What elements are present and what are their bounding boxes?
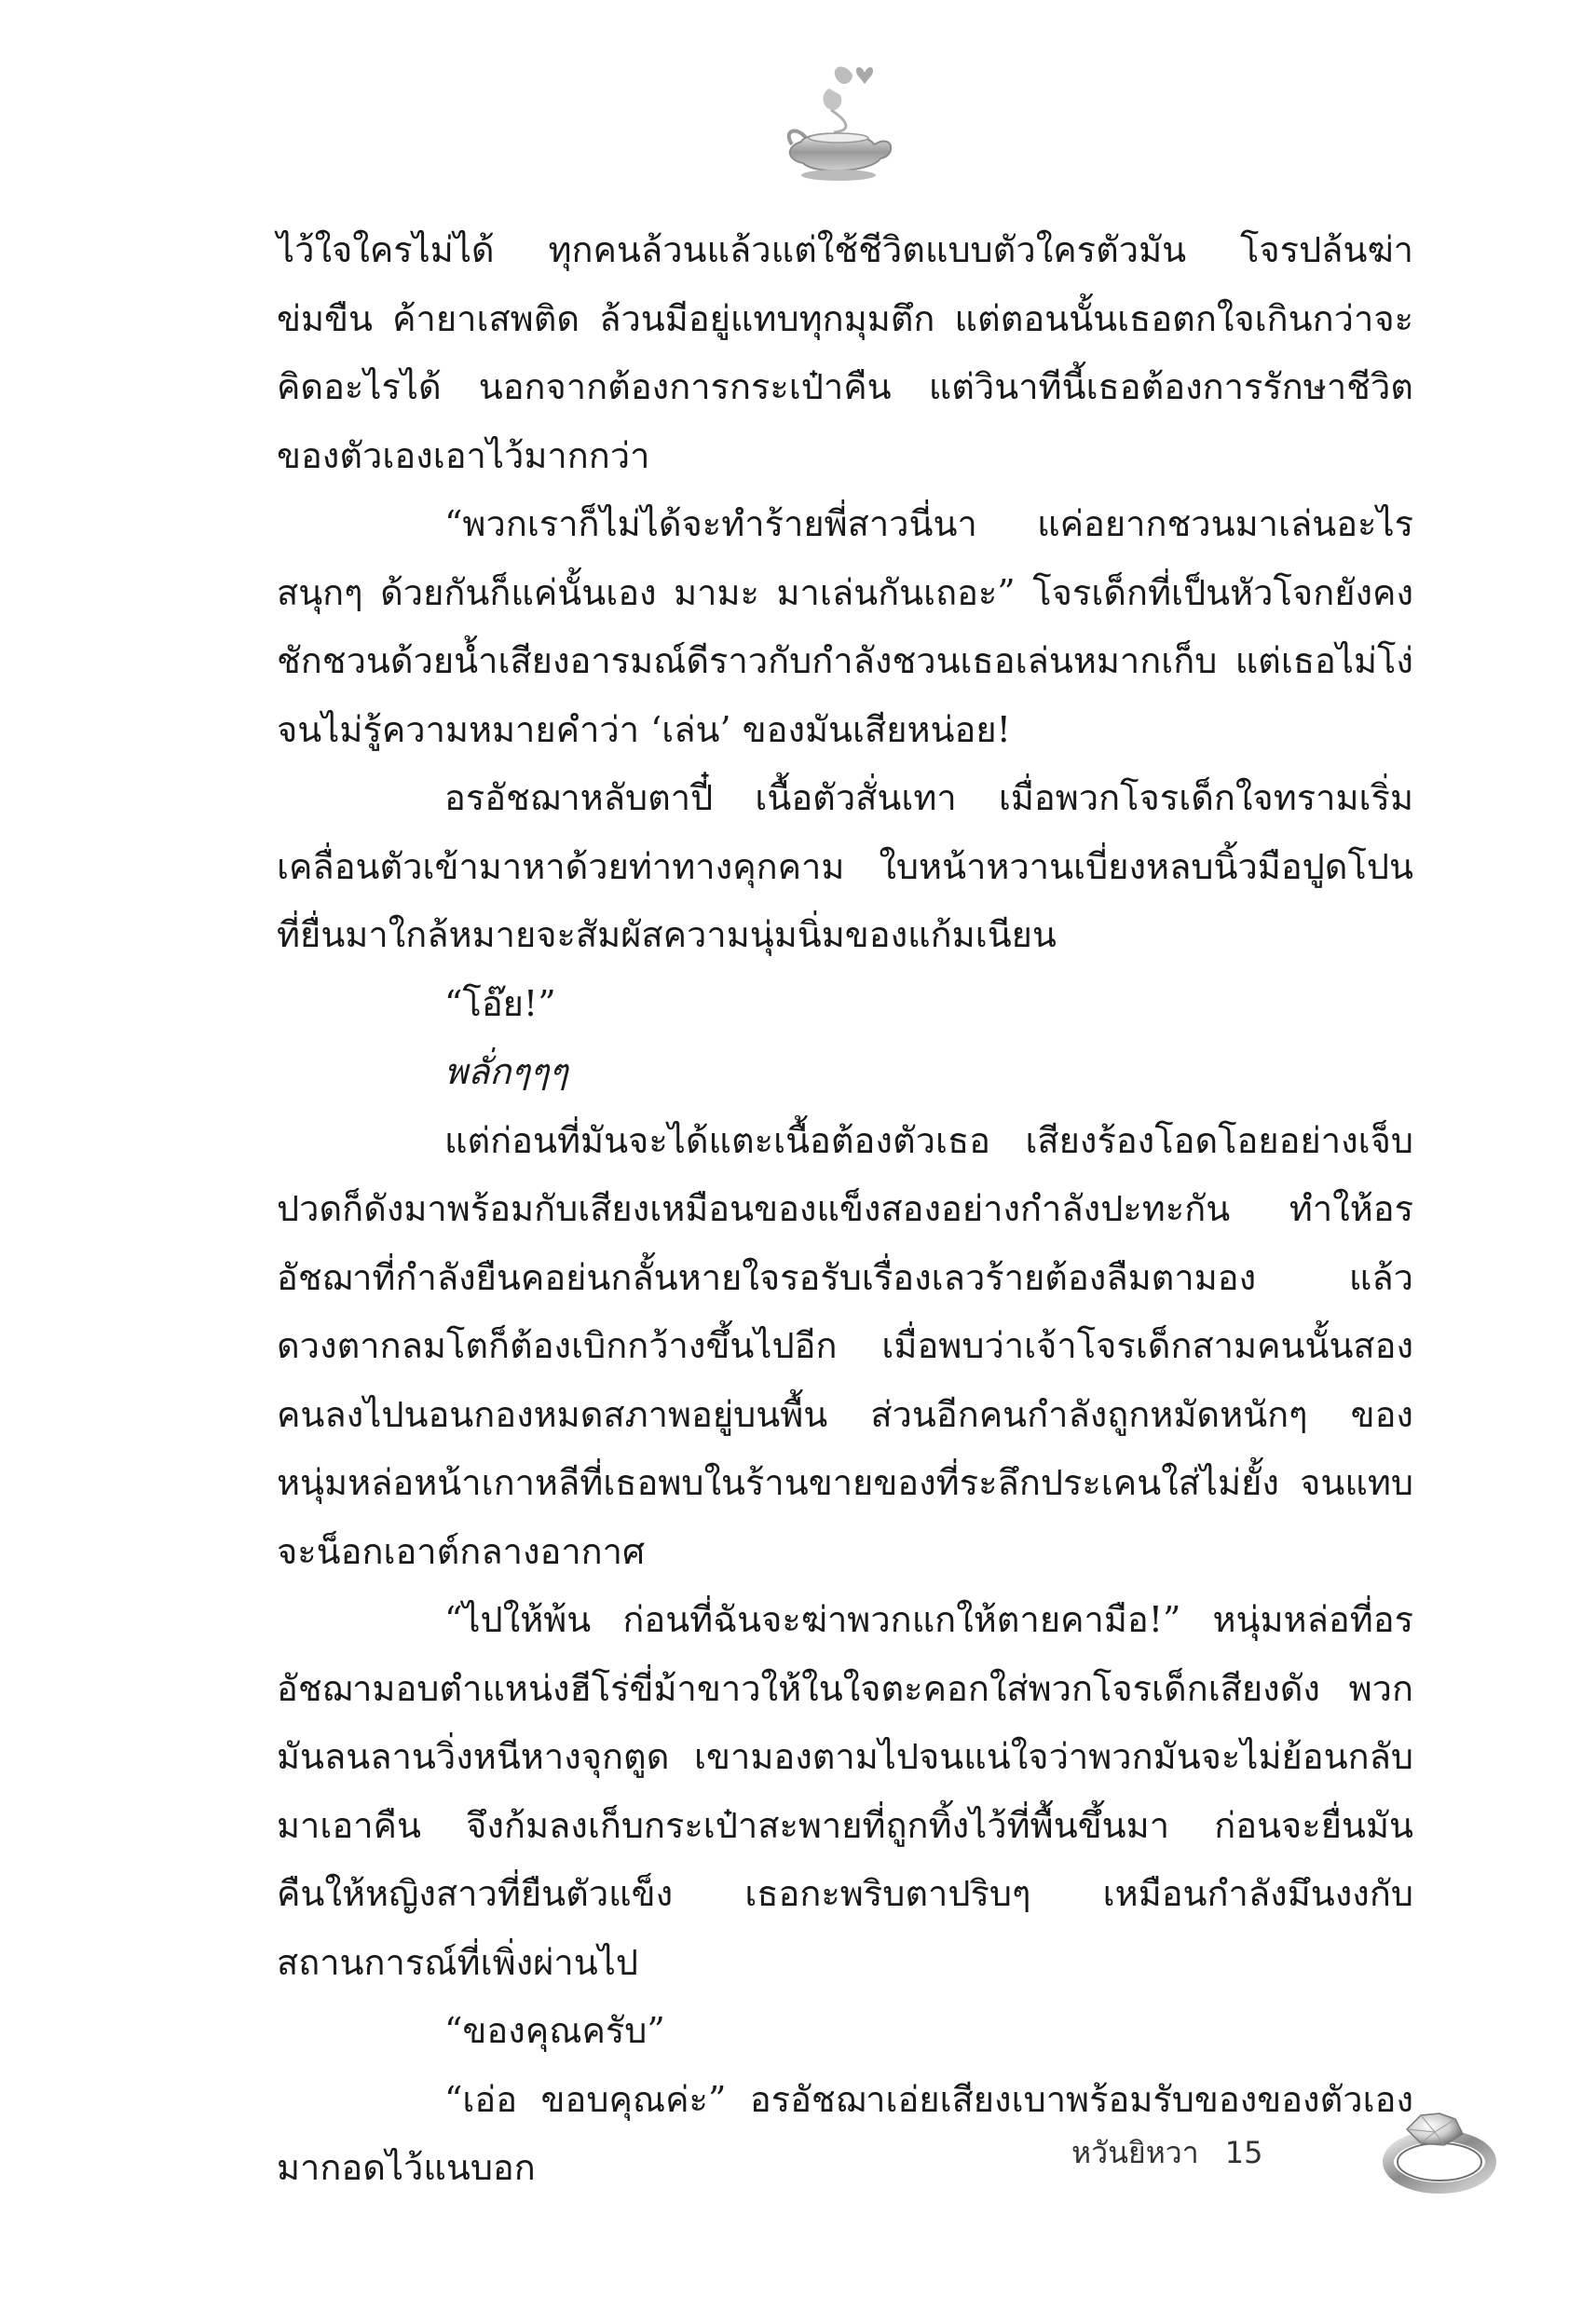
paragraph: ไว้ใจใครไม่ได้ ทุกคนล้วนแล้วแต่ใช้ชีวิตแบบตัวใครตัวมัน โจรปล้นฆ่า ข่มขืน ค้ายาเสพติด ล้วนมีอยู่แทบทุกมุมตึก แต่ตอนนั้นเธอตกใจเกินกว่าจะคิดอะไรได้ นอกจากต้องการกระเป๋าคืน แต่วินาทีนี้เธอต้องการรักษาชีวิตของตัวเองเอาไว้มากกว่า <box>277 229 1413 476</box>
paragraph: พลั่กๆๆๆ <box>444 1051 568 1092</box>
paragraph: “พวกเราก็ไม่ได้จะทำร้ายพี่สาวนี่นา แค่อยากชวนมาเล่นอะไรสนุกๆ ด้วยกันก็แค่นั้นเอง มามะ มาเล่นกันเถอะ” โจรเด็กที่เป็นหัวโจกยังคงชักชวนด้วยน้ำเสียงอารมณ์ดีราวกับกำลังชวนเธอเล่นหมากเก็บ แต่เธอไม่โง่จนไม่รู้ความหมายคำว่า ‘เล่น’ ของมันเสียหน่อย! <box>277 503 1413 750</box>
diamond-ring-icon <box>1370 2087 1500 2199</box>
body-text <box>277 216 1413 2203</box>
page-number: 15 <box>1224 2135 1263 2170</box>
book-title: หวันยิหวา <box>1071 2134 1199 2170</box>
teapot-cupid-ornament-icon <box>764 56 904 196</box>
paragraph: “โอ๊ย!” <box>444 982 556 1024</box>
page-footer <box>1071 2125 1262 2181</box>
paragraph: “ไปให้พ้น ก่อนที่ฉันจะฆ่าพวกแกให้ตายคามือ!” หนุ่มหล่อที่อรอัชฌามอบตำแหน่งฮีโร่ขี่ม้าขาวให้ในใจตะคอกใส่พวกโจรเด็กเสียงดัง พวกมันลนลานวิ่งหนีหางจุกตูด เขามองตามไปจนแน่ใจว่าพวกมันจะไม่ย้อนกลับมาเอาคืน จึงก้มลงเก็บกระเป๋าสะพายที่ถูกทิ้งไว้ที่พื้นขึ้นมา ก่อนจะยื่นมันคืนให้หญิงสาวที่ยืนตัวแข็ง เธอกะพริบตาปริบๆ เหมือนกำลังมึนงงกับสถานการณ์ที่เพิ่งผ่านไป <box>277 1599 1413 1983</box>
paragraph: “เอ่อ ขอบคุณค่ะ” อรอัชฌาเอ่ยเสียงเบาพร้อมรับของของตัวเองมากอดไว้แนบอก <box>277 2078 1413 2188</box>
paragraph: “ของคุณครับ” <box>444 2010 665 2051</box>
paragraph: อรอัชฌาหลับตาปี๋ เนื้อตัวสั่นเทา เมื่อพวกโจรเด็กใจทรามเริ่มเคลื่อนตัวเข้ามาหาด้วยท่าทางคุกคาม ใบหน้าหวานเบี่ยงหลบนิ้วมือปูดโปนที่ยื่นมาใกล้หมายจะสัมผัสความนุ่มนิ่มของแก้มเนียน <box>277 777 1413 955</box>
paragraph: แต่ก่อนที่มันจะได้แตะเนื้อต้องตัวเธอ เสียงร้องโอดโอยอย่างเจ็บปวดก็ดังมาพร้อมกับเสียงเหมือนของแข็งสองอย่างกำลังปะทะกัน ทำให้อรอัชฌาที่กำลังยืนคอย่นกลั้นหายใจรอรับเรื่องเลวร้ายต้องลืมตามอง แล้วดวงตากลมโตก็ต้องเบิกกว้างขึ้นไปอีก เมื่อพบว่าเจ้าโจรเด็กสามคนนั้นสองคนลงไปนอนกองหมดสภาพอยู่บนพื้น ส่วนอีกคนกำลังถูกหมัดหนักๆ ของหนุ่มหล่อหน้าเกาหลีที่เธอพบในร้านขายของที่ระลึกประเคนใส่ไม่ยั้ง จนแทบจะน็อกเอาต์กลางอากาศ <box>277 1119 1413 1572</box>
